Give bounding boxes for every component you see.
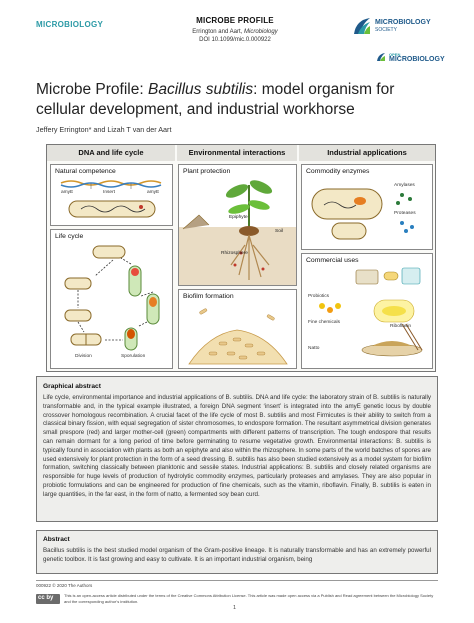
life-cycle-diagram bbox=[51, 230, 172, 368]
page-number: 1 bbox=[233, 605, 237, 611]
title-suffix: : model organism for cellular development, and industrial workhorse bbox=[36, 81, 395, 118]
enzymes-diagram bbox=[302, 165, 432, 249]
abstract-box bbox=[36, 530, 438, 574]
society-logo[interactable] bbox=[352, 16, 442, 38]
society-logo-sub: SOCIETY bbox=[375, 27, 397, 33]
journal-name: MICROBIOLOGY bbox=[36, 20, 104, 29]
author-list: Jeffery Errington* and Lizah T van der Aart bbox=[36, 125, 172, 134]
article-meta bbox=[160, 16, 310, 43]
column-heading-dna: DNA and life cycle bbox=[47, 145, 175, 161]
panel-title: Natural competence bbox=[55, 168, 116, 175]
label-probiotics: Probiotics bbox=[308, 294, 330, 299]
plant-diagram bbox=[179, 165, 296, 285]
panel-title: Plant protection bbox=[183, 168, 231, 175]
panel-commodity-enzymes bbox=[301, 164, 433, 250]
graphical-abstract-box bbox=[36, 376, 438, 522]
label-rhizosphere: Rhizosphere bbox=[221, 251, 248, 256]
cc-badge-text: cc by bbox=[38, 595, 54, 601]
commercial-diagram bbox=[302, 254, 432, 368]
label-insert: Insert bbox=[103, 190, 115, 195]
panel-natural-competence bbox=[50, 164, 173, 226]
open-logo-text: MICROBIOLOGY bbox=[389, 56, 445, 63]
open-logo-icon bbox=[376, 52, 386, 62]
footer-divider bbox=[36, 580, 438, 581]
graphical-abstract-figure bbox=[46, 144, 436, 372]
license-statement: This is an open-access article distributed under the terms of the Creative Commons Attribution License. This article was made open access via a Publish and Read agreement between the Microbiology Society and the corresponding author’s institution. bbox=[64, 593, 434, 604]
panel-title: Life cycle bbox=[55, 233, 84, 240]
open-journal-logo[interactable] bbox=[376, 52, 446, 64]
label-sporulation: Sporulation bbox=[121, 354, 146, 359]
competence-diagram bbox=[51, 165, 172, 225]
abstract-text: Bacillus subtilis is the best studied model organism of the Gram-positive lineage. It is naturally transformable and has an extremely powerful genetic toolbox. It is fast growing and easy to cultivate. It is an important industrial organism, being bbox=[43, 547, 431, 563]
society-logo-text: MICROBIOLOGY bbox=[375, 19, 431, 26]
citation-authors: Errington and Aart, bbox=[192, 29, 244, 35]
biofilm-diagram bbox=[179, 290, 296, 368]
label-soil: Soil bbox=[275, 229, 283, 234]
panel-title: Commercial uses bbox=[306, 257, 359, 264]
label-proteases: Proteases bbox=[394, 211, 416, 216]
title-organism: Bacillus subtilis bbox=[147, 81, 254, 98]
short-citation bbox=[160, 29, 310, 35]
title-prefix: Microbe Profile: bbox=[36, 81, 148, 98]
panel-title: Commodity enzymes bbox=[306, 168, 370, 175]
label-riboflavin: Riboflavin bbox=[390, 324, 412, 329]
label-fine-chemicals: Fine chemicals bbox=[308, 320, 340, 325]
doi-link[interactable]: DOI 10.1099/mic.0.000922 bbox=[199, 37, 271, 43]
label-division: Division bbox=[75, 354, 92, 359]
column-heading-environment: Environmental interactions bbox=[177, 145, 297, 161]
panel-commercial-uses bbox=[301, 253, 433, 369]
column-heading-industry: Industrial applications bbox=[299, 145, 435, 161]
panel-life-cycle bbox=[50, 229, 173, 369]
panel-plant-protection bbox=[178, 164, 297, 286]
graphical-abstract-text: Life cycle, environmental importance and industrial applications of B. subtilis. DNA and life cycle: the laboratory strain of B. subtilis is naturally transformable and, in the typical example illustrated, a foreign DNA segment ‘insert’ is integrated into the amyE genetic locus by double crossover homologous recombination. A crucial facet of the life cycle of most B. subtilis and most Firmicutes is their ability to switch from a classical binary fission, with equal segregation of sister chromosomes, to endospore formation. The resultant asymmetrical division generates small prespore (red) and larger mother-cell (green) compartments with different patterns of transcription. The tough endospore that results can remain dormant for a long period of time before germinating to resume vegetative growth. Environmental interactions: B. subtilis is typically found in association with plants as both an epiphyte and also within the rhizosphere. In some parts of the world batches of spores are used extensively for plant protection in the form of a seed dressing. B. subtilis has also been studied extensively as a model system for biofilm formation, switching classically between planktonic and sessile states. Industrial applications: B. subtilis and closely related organisms are responsible for huge levels of production of hydrolytic commodity enzymes, particularly proteases and amylases. They are also popular in probiotic formulations and can be engineered for production of fine chemicals, such as the vitamin, riboflavin. Finally, B. subtilis is eaten in large quantities, in the far east, in the form of natto, a fermented soy bean curd. bbox=[43, 394, 431, 498]
label-epiphyte: Epiphyte bbox=[229, 215, 248, 220]
label-amye-right: amyE bbox=[147, 190, 160, 195]
label-natto: Natto bbox=[308, 346, 320, 351]
label-amylases: Amylases bbox=[394, 183, 415, 188]
panel-biofilm-formation bbox=[178, 289, 297, 369]
open-logo-small: OPEN bbox=[389, 52, 401, 57]
cc-license-badge[interactable] bbox=[36, 594, 60, 604]
label-amye-left: amyE bbox=[61, 190, 74, 195]
panel-title: Biofilm formation bbox=[183, 293, 234, 300]
graphical-abstract-heading: Graphical abstract bbox=[43, 383, 101, 390]
article-type: MICROBE PROFILE bbox=[196, 16, 274, 25]
page-header bbox=[0, 0, 474, 63]
society-logo-icon bbox=[352, 16, 372, 36]
article-title bbox=[36, 80, 446, 120]
abstract-heading: Abstract bbox=[43, 536, 70, 543]
citation-journal: Microbiology bbox=[244, 29, 278, 35]
article-id: 000922 © 2020 The Authors bbox=[36, 583, 93, 588]
